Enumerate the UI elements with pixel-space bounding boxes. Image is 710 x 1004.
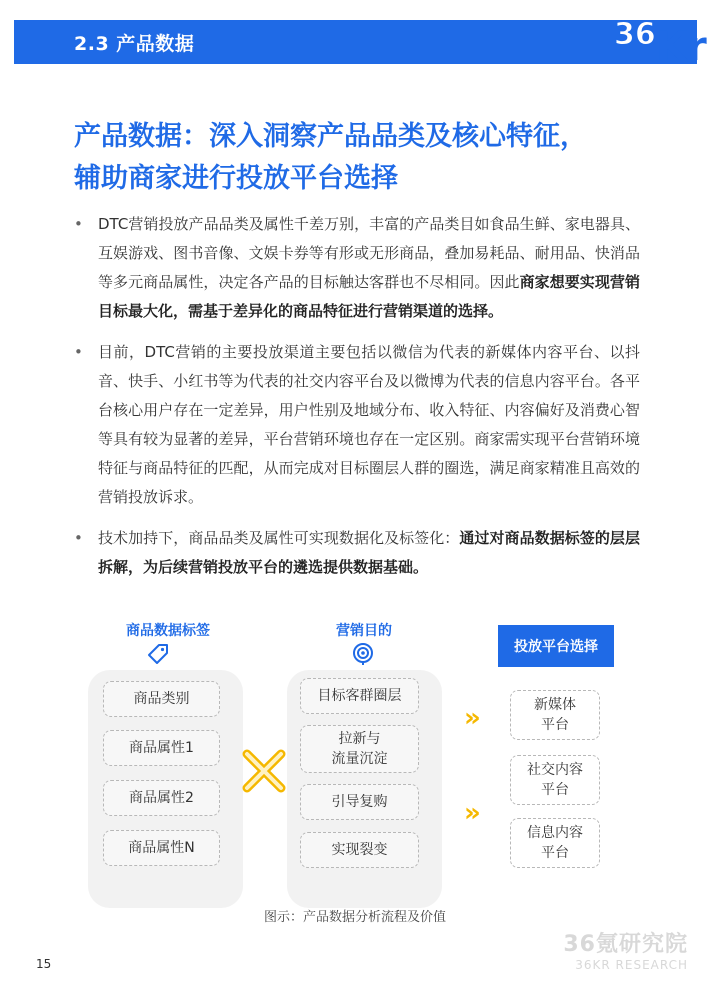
headline-line-1: 产品数据：深入洞察产品品类及核心特征，: [74, 121, 587, 152]
headline-line-2: 辅助商家进行投放平台选择: [74, 163, 398, 194]
bullet-text: [98, 524, 640, 582]
target-icon: [351, 642, 375, 666]
page-headline: [74, 116, 654, 200]
bullet-item: [74, 524, 640, 582]
tag-icon: [146, 642, 170, 666]
page-number: 15: [36, 957, 52, 971]
bullet-text-bold: 通过对商品数据标签的层层拆解，为后续营销投放平台的遴选提供数据基础。: [98, 529, 640, 576]
col3-item: 信息内容 平台: [510, 818, 600, 868]
bullet-dot: •: [74, 215, 83, 233]
section-title: 2.3 产品数据: [74, 33, 195, 55]
bullet-text-regular: DTC营销投放产品品类及属性千差万别，丰富的产品类目如食品生鲜、家电器具、互娱游戏、图书音像、文娱卡券等有形或无形商品，叠加易耗品、耐用品、快消品等多元商品属性，决定各产品的目标触达客群也不尽相同。因此: [98, 215, 640, 291]
double-chevron-icon: »: [464, 798, 473, 828]
watermark: [548, 927, 688, 972]
bullet-dot: •: [74, 529, 83, 547]
bullet-text-regular: 目前，DTC营销的主要投放渠道主要包括以微信为代表的新媒体内容平台、以抖音、快手、小红书等为代表的社交内容平台及以微博为代表的信息内容平台。各平台核心用户存在一定差异，用户性别及地域分布、收入特征、内容偏好及消费心智等具有较为显著的差异，平台营销环境也存在一定区别。商家需实现平台营销环境特征与商品特征的匹配，从而完成对目标圈层人群的圈选，满足商家精准且高效的营销投放诉求。: [98, 343, 640, 506]
bullet-text: [98, 338, 640, 512]
double-chevron-icon: »: [464, 703, 473, 733]
col3-title: 投放平台选择: [498, 625, 614, 667]
bullet-text: [98, 210, 640, 326]
figure-caption: 图示：产品数据分析流程及价值: [263, 910, 446, 925]
bullet-item: [74, 338, 640, 512]
bullet-dot: •: [74, 343, 83, 361]
bullet-text-regular: 技术加持下，商品品类及属性可实现数据化及标签化：: [98, 529, 460, 547]
col1-item: 商品属性1: [103, 730, 220, 766]
watermark-line-2: 36KR RESEARCH: [575, 958, 688, 972]
cross-arrows-icon: [243, 750, 285, 792]
col2-item: 实现裂变: [300, 832, 419, 868]
col1-item: 商品类别: [103, 681, 220, 717]
col1-item: 商品属性N: [103, 830, 220, 866]
col1-title: 商品数据标签: [126, 623, 210, 639]
col2-item: 目标客群圈层: [300, 678, 419, 714]
process-diagram: [0, 610, 710, 940]
bullet-text-bold: 商家想要实现营销目标最大化，需基于差异化的商品特征进行营销渠道的选择。: [98, 273, 640, 320]
col3-item: 社交内容 平台: [510, 755, 600, 805]
bullet-list: [74, 210, 640, 594]
col2-title: 营销目的: [336, 623, 392, 639]
section-header-bar: [14, 20, 697, 64]
col2-item: 引导复购: [300, 784, 419, 820]
watermark-line-1: 36氪研究院: [563, 932, 688, 957]
col2-item: 拉新与 流量沉淀: [300, 725, 419, 773]
36kr-logo: [610, 0, 707, 70]
col3-item: 新媒体 平台: [510, 690, 600, 740]
col1-item: 商品属性2: [103, 780, 220, 816]
svg-text:Kr: Kr: [656, 24, 707, 70]
bullet-item: [74, 210, 640, 326]
svg-text:36: 36: [614, 17, 656, 52]
